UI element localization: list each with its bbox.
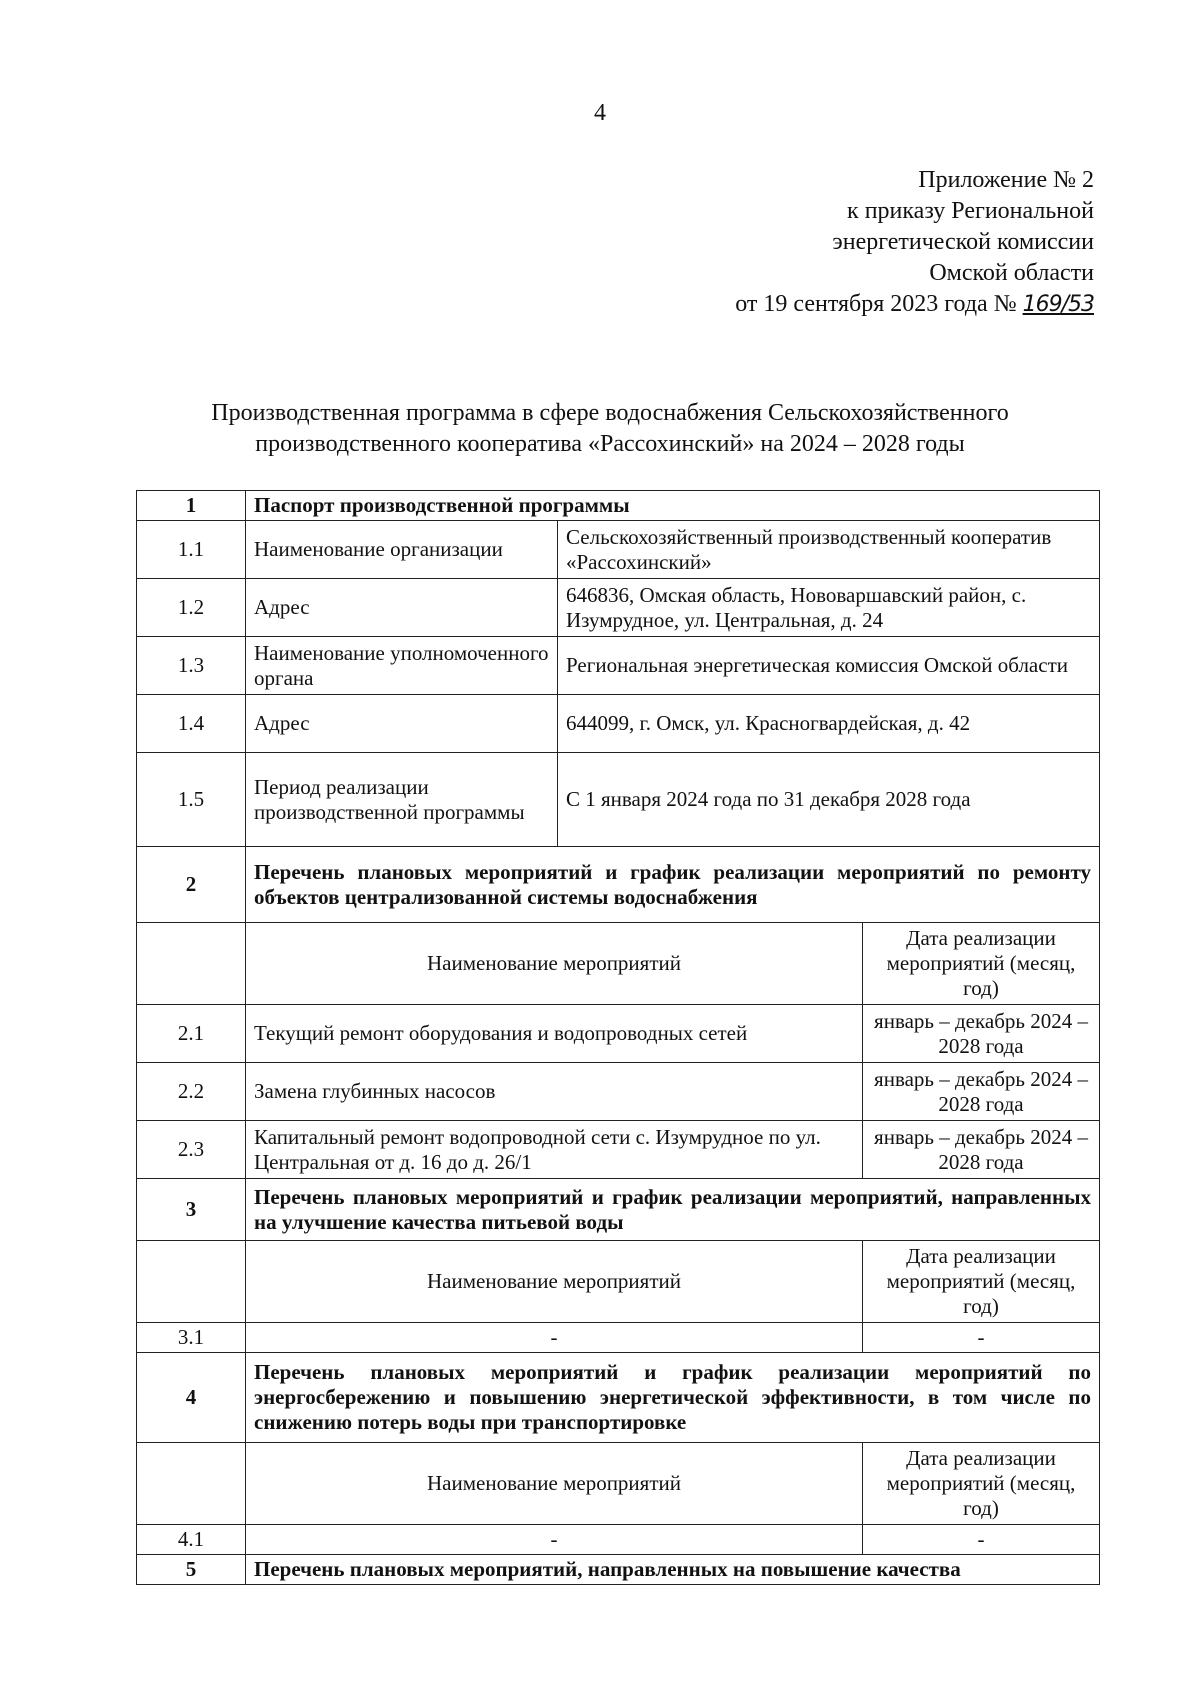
row-number: 3	[137, 1179, 246, 1241]
row-number: 1.2	[137, 579, 246, 637]
row-number: 1.4	[137, 695, 246, 753]
title-line: производственного кооператива «Рассохинский» на 2024 – 2028 годы	[255, 431, 965, 457]
measure-date: -	[863, 1525, 1100, 1555]
page-number: 4	[594, 100, 606, 126]
row-number: 1.1	[137, 521, 246, 579]
section-row	[137, 1179, 1100, 1241]
measure-date: -	[863, 1323, 1100, 1353]
table-row	[137, 1323, 1100, 1353]
row-number: 2.1	[137, 1005, 246, 1063]
table-row	[137, 579, 1100, 637]
measure-date: январь – декабрь 2024 – 2028 года	[863, 1063, 1100, 1121]
measure-date: январь – декабрь 2024 – 2028 года	[863, 1005, 1100, 1063]
appendix-line: к приказу Региональной	[847, 198, 1094, 224]
appendix-line: Приложение № 2	[918, 167, 1094, 193]
row-number: 2	[137, 847, 246, 923]
order-number-handwritten: 169/53	[1022, 292, 1094, 317]
row-label: Наименование организации	[246, 521, 558, 579]
section-row	[137, 1353, 1100, 1443]
column-header-date: Дата реализации мероприятий (месяц, год)	[863, 1443, 1100, 1525]
appendix-line: Омской области	[929, 260, 1094, 286]
section-title: Паспорт производственной программы	[246, 491, 1100, 521]
row-number: 3.1	[137, 1323, 246, 1353]
measure-name: Замена глубинных насосов	[246, 1063, 863, 1121]
section-row	[137, 491, 1100, 521]
measure-name: -	[246, 1525, 863, 1555]
row-number: 1.5	[137, 753, 246, 847]
table-row	[137, 753, 1100, 847]
row-value: 644099, г. Омск, ул. Красногвардейская, д. 42	[558, 695, 1100, 753]
empty-cell	[137, 1443, 246, 1525]
section-row	[137, 1555, 1100, 1585]
table-row	[137, 1005, 1100, 1063]
table-row	[137, 1525, 1100, 1555]
table-row	[137, 521, 1100, 579]
row-label: Адрес	[246, 579, 558, 637]
title-line: Производственная программа в сфере водоснабжения Сельскохозяйственного	[211, 400, 1009, 426]
table-row	[137, 1063, 1100, 1121]
row-label: Наименование уполномоченного органа	[246, 637, 558, 695]
empty-cell	[137, 923, 246, 1005]
appendix-line: энергетической комиссии	[832, 229, 1094, 255]
row-number: 1.3	[137, 637, 246, 695]
document-title	[120, 398, 1100, 460]
row-number: 5	[137, 1555, 246, 1585]
appendix-date-line	[574, 289, 1094, 320]
row-value: С 1 января 2024 года по 31 декабря 2028 года	[558, 753, 1100, 847]
row-number: 2.3	[137, 1121, 246, 1179]
row-value: Сельскохозяйственный производственный кооператив «Рассохинский»	[558, 521, 1100, 579]
row-number: 2.2	[137, 1063, 246, 1121]
measure-name: -	[246, 1323, 863, 1353]
appendix-date: от 19 сентября 2023 года №	[735, 291, 1017, 317]
column-header-date: Дата реализации мероприятий (месяц, год)	[863, 923, 1100, 1005]
row-number: 1	[137, 491, 246, 521]
measure-name: Текущий ремонт оборудования и водопроводных сетей	[246, 1005, 863, 1063]
section-row	[137, 847, 1100, 923]
section-title: Перечень плановых мероприятий и график реализации мероприятий по энергосбережению и повышению энергетической эффективности, в том числе по снижению потерь воды при транспортировке	[246, 1353, 1100, 1443]
column-header-name: Наименование мероприятий	[246, 1443, 863, 1525]
row-number: 4.1	[137, 1525, 246, 1555]
measure-date: январь – декабрь 2024 – 2028 года	[863, 1121, 1100, 1179]
column-header-row	[137, 923, 1100, 1005]
production-program-table	[136, 490, 1100, 1585]
row-number: 4	[137, 1353, 246, 1443]
column-header-date: Дата реализации мероприятий (месяц, год)	[863, 1241, 1100, 1323]
row-label: Период реализации производственной программы	[246, 753, 558, 847]
section-title: Перечень плановых мероприятий и график реализации мероприятий по ремонту объектов централизованной системы водоснабжения	[246, 847, 1100, 923]
table-row	[137, 1121, 1100, 1179]
table-row	[137, 695, 1100, 753]
column-header-name: Наименование мероприятий	[246, 923, 863, 1005]
empty-cell	[137, 1241, 246, 1323]
column-header-name: Наименование мероприятий	[246, 1241, 863, 1323]
section-title: Перечень плановых мероприятий, направленных на повышение качества	[246, 1555, 1100, 1585]
column-header-row	[137, 1443, 1100, 1525]
column-header-row	[137, 1241, 1100, 1323]
measure-name: Капитальный ремонт водопроводной сети с. Изумрудное по ул. Центральная от д. 16 до д. 26/1	[246, 1121, 863, 1179]
table-row	[137, 637, 1100, 695]
row-label: Адрес	[246, 695, 558, 753]
appendix-header	[574, 165, 1094, 320]
section-title: Перечень плановых мероприятий и график реализации мероприятий, направленных на улучшение качества питьевой воды	[246, 1179, 1100, 1241]
row-value: Региональная энергетическая комиссия Омской области	[558, 637, 1100, 695]
row-value: 646836, Омская область, Нововаршавский район, с. Изумрудное, ул. Центральная, д. 24	[558, 579, 1100, 637]
